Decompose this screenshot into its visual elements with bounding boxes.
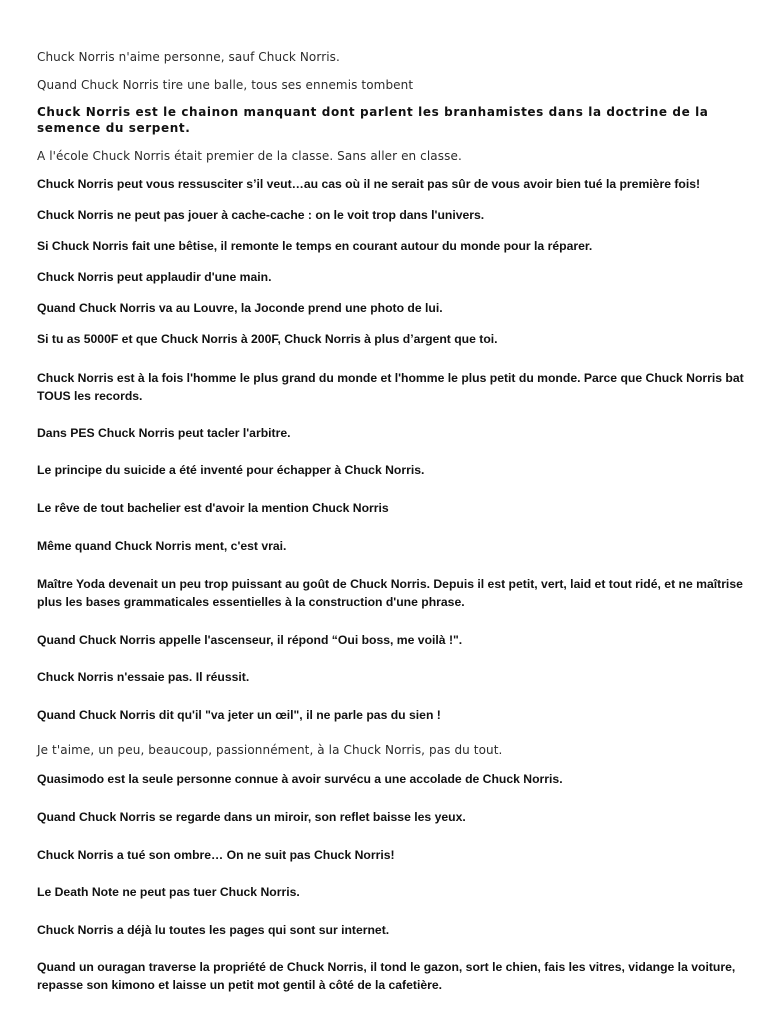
text-line-23: Chuck Norris a tué son ombre… On ne suit pas Chuck Norris!	[37, 848, 395, 862]
text-line-3: Chuck Norris est le chainon manquant dont parlent les branhamistes dans la doctrine de la semence du serpent.	[37, 105, 709, 135]
text-line-13: Le principe du suicide a été inventé pour échapper à Chuck Norris.	[37, 463, 425, 477]
text-line-5: Chuck Norris peut vous ressusciter s’il veut…au cas où il ne serait pas sûr de vous avoir bien tué la première fois!	[37, 177, 701, 191]
text-line-19: Quand Chuck Norris dit qu'il "va jeter un œil", il ne parle pas du sien !	[37, 708, 441, 722]
text-line-10: Si tu as 5000F et que Chuck Norris à 200F, Chuck Norris à plus d’argent que toi.	[37, 332, 498, 346]
text-line-20: Je t'aime, un peu, beaucoup, passionnément, à la Chuck Norris, pas du tout.	[37, 743, 503, 757]
text-line-1: Chuck Norris n'aime personne, sauf Chuck Norris.	[37, 50, 340, 64]
text-line-4: A l'école Chuck Norris était premier de la classe. Sans aller en classe.	[37, 149, 462, 163]
text-line-8: Chuck Norris peut applaudir d'une main.	[37, 270, 272, 284]
text-line-12: Dans PES Chuck Norris peut tacler l'arbitre.	[37, 426, 291, 440]
text-line-17: Quand Chuck Norris appelle l'ascenseur, il répond “Oui boss, me voilà !".	[37, 633, 463, 647]
text-line-11: Chuck Norris est à la fois l'homme le plus grand du monde et l'homme le plus petit du monde. Parce que Chuck Norris bat TOUS les records.	[37, 371, 744, 403]
text-line-9: Quand Chuck Norris va au Louvre, la Joconde prend une photo de lui.	[37, 301, 443, 315]
text-line-21: Quasimodo est la seule personne connue à avoir survécu a une accolade de Chuck Norris.	[37, 772, 563, 786]
text-line-7: Si Chuck Norris fait une bêtise, il remonte le temps en courant autour du monde pour la réparer.	[37, 239, 593, 253]
text-line-24: Le Death Note ne peut pas tuer Chuck Norris.	[37, 885, 300, 899]
text-line-25: Chuck Norris a déjà lu toutes les pages qui sont sur internet.	[37, 923, 390, 937]
text-line-22: Quand Chuck Norris se regarde dans un miroir, son reflet baisse les yeux.	[37, 810, 466, 824]
text-line-2: Quand Chuck Norris tire une balle, tous ses ennemis tombent	[37, 78, 414, 92]
text-line-14: Le rêve de tout bachelier est d'avoir la mention Chuck Norris	[37, 501, 389, 515]
text-line-15: Même quand Chuck Norris ment, c'est vrai.	[37, 539, 287, 553]
text-line-26: Quand un ouragan traverse la propriété de Chuck Norris, il tond le gazon, sort le chien, fais les vitres, vidange la voiture, repasse son kimono et laisse un petit mot gentil à côté de la cafetière.	[37, 960, 736, 992]
text-line-16: Maître Yoda devenait un peu trop puissant au goût de Chuck Norris. Depuis il est petit, vert, laid et tout ridé, et ne maîtrise plus les bases grammaticales essentielles à la construction d'une phrase.	[37, 577, 743, 609]
text-line-6: Chuck Norris ne peut pas jouer à cache-cache : on le voit trop dans l'univers.	[37, 208, 485, 222]
text-line-18: Chuck Norris n'essaie pas. Il réussit.	[37, 670, 250, 684]
